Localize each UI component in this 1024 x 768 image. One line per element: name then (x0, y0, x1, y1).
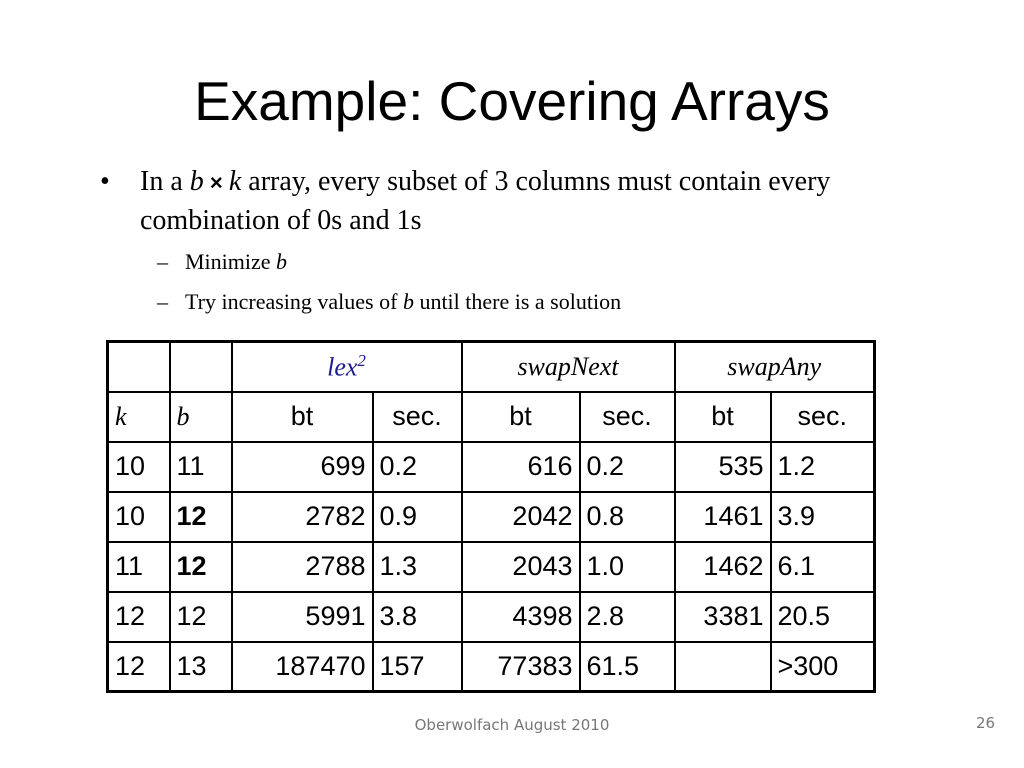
table-group-header (108, 342, 875, 392)
cell-next-sec: 1.0 (580, 542, 675, 592)
cell-any-sec: 1.2 (771, 442, 875, 492)
cell-k: 12 (108, 642, 170, 692)
cell-b: 12 (170, 542, 232, 592)
times-symbol: × (203, 170, 229, 195)
cell-any-sec: 6.1 (771, 542, 875, 592)
column-header-k: k (108, 392, 170, 442)
bullet-main (100, 163, 960, 240)
table-column-header (108, 392, 875, 442)
cell-b: 12 (170, 492, 232, 542)
group-header-swapnext: swapNext (462, 342, 675, 392)
footer-text: Oberwolfach August 2010 (414, 716, 610, 734)
cell-b: 12 (170, 592, 232, 642)
cell-k: 10 (108, 442, 170, 492)
cell-b: 11 (170, 442, 232, 492)
cell-any-bt (675, 642, 771, 692)
cell-lex-sec: 157 (373, 642, 462, 692)
group-header-lex: lex$^2$ (232, 342, 462, 392)
cell-lex-bt: 5991 (232, 592, 373, 642)
cell-any-bt: 1461 (675, 492, 771, 542)
sub-bullet-increase (100, 284, 960, 320)
sub-bullet-marker: – (157, 249, 168, 274)
bullet-list (100, 163, 960, 320)
table-row (108, 442, 875, 492)
cell-b: 13 (170, 642, 232, 692)
cell-next-sec: 0.2 (580, 442, 675, 492)
cell-lex-sec: 0.2 (373, 442, 462, 492)
cell-next-bt: 2043 (462, 542, 580, 592)
cell-any-sec: 20.5 (771, 592, 875, 642)
cell-next-bt: 77383 (462, 642, 580, 692)
cell-any-bt: 1462 (675, 542, 771, 592)
cell-k: 10 (108, 492, 170, 542)
cell-any-bt: 3381 (675, 592, 771, 642)
sub-bullet-var: b (402, 289, 414, 314)
cell-next-bt: 616 (462, 442, 580, 492)
bullet-var-k: k (228, 166, 242, 197)
cell-lex-bt: 699 (232, 442, 373, 492)
cell-any-bt: 535 (675, 442, 771, 492)
sub-bullet-text: Try increasing values of (185, 289, 403, 314)
cell-next-bt: 4398 (462, 592, 580, 642)
column-header-b: b (170, 392, 232, 442)
column-header-any-sec: sec. (771, 392, 875, 442)
column-header-lex-bt: bt (232, 392, 373, 442)
cell-lex-sec: 3.8 (373, 592, 462, 642)
cell-next-bt: 2042 (462, 492, 580, 542)
cell-k: 11 (108, 542, 170, 592)
sub-bullet-var: b (276, 249, 288, 274)
slide-title: Example: Covering Arrays (194, 70, 830, 132)
sub-bullet-text: Minimize (185, 249, 277, 274)
page-number: 26 (976, 714, 996, 732)
group-header-swapany: swapAny (675, 342, 875, 392)
table-row (108, 492, 875, 542)
bullet-text-part: array, every subset of 3 columns must contain every combination of 0s and 1s (140, 166, 831, 236)
table-row (108, 592, 875, 642)
bullet-var-b: b (189, 166, 204, 197)
column-header-any-bt: bt (675, 392, 771, 442)
cell-lex-bt: 2782 (232, 492, 373, 542)
table-row (108, 542, 875, 592)
bullet-text-part: In a (140, 166, 190, 197)
table-cell-empty (108, 342, 170, 392)
sub-bullet-marker: – (157, 289, 168, 314)
sub-bullet-minimize (100, 244, 960, 280)
cell-lex-sec: 0.9 (373, 492, 462, 542)
cell-lex-bt: 2788 (232, 542, 373, 592)
sub-bullet-text: until there is a solution (413, 289, 622, 314)
cell-lex-bt: 187470 (232, 642, 373, 692)
cell-lex-sec: 1.3 (373, 542, 462, 592)
bullet-marker: • (100, 166, 110, 197)
column-header-lex-sec: sec. (373, 392, 462, 442)
cell-any-sec: 3.9 (771, 492, 875, 542)
table-cell-empty (170, 342, 232, 392)
column-header-next-sec: sec. (580, 392, 675, 442)
cell-next-sec: 2.8 (580, 592, 675, 642)
column-header-next-bt: bt (462, 392, 580, 442)
cell-next-sec: 0.8 (580, 492, 675, 542)
cell-any-sec: >300 (771, 642, 875, 692)
results-table (106, 340, 876, 693)
cell-k: 12 (108, 592, 170, 642)
cell-next-sec: 61.5 (580, 642, 675, 692)
table-row (108, 642, 875, 692)
